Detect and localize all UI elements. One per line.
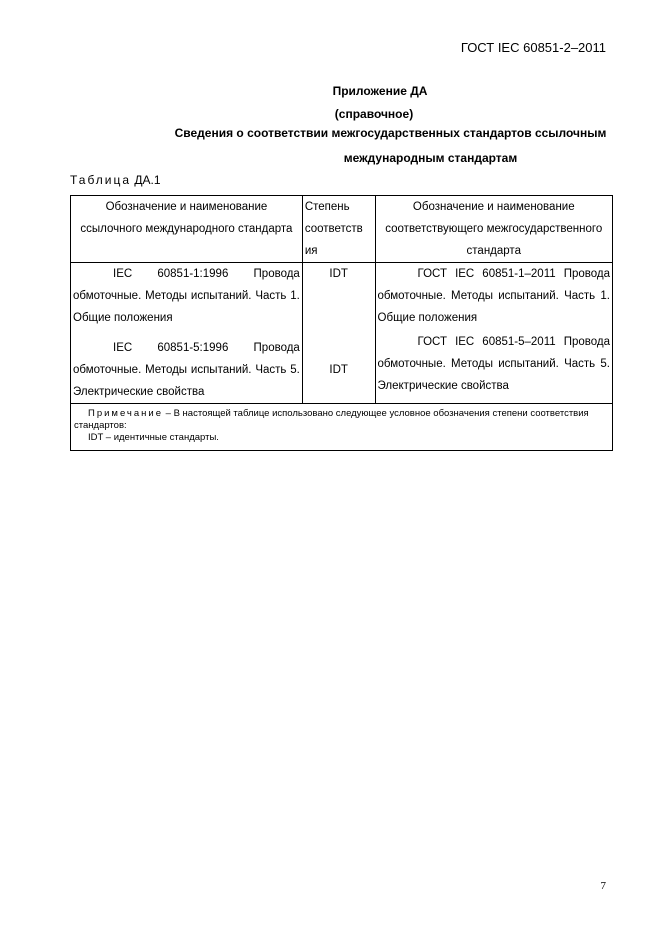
appendix-title: Приложение ДА (332, 84, 428, 98)
cell-text: IDT (329, 268, 348, 280)
note-legend: IDT – идентичные стандарты. (88, 432, 219, 443)
table-caption-number: ДА.1 (134, 173, 161, 187)
cell-text: IEC 60851-5:1996 Провода обмоточные. Методы испытаний. Часть 5. Электрические свойства (73, 342, 300, 398)
degree-cell (302, 263, 375, 404)
cell-text: ГОСТ IEC 60851-1–2011 Провода обмоточные. Методы испытаний. Часть 1. Общие положения (377, 268, 610, 324)
intl-standard-cell (71, 263, 303, 404)
note-label: Примечание (88, 408, 163, 419)
table-note (71, 404, 613, 451)
table-row (71, 263, 613, 404)
cell-text: ГОСТ IEC 60851-5–2011 Провода обмоточные. Методы испытаний. Часть 5. Электрические свойства (377, 336, 610, 392)
cell-text: IDT (329, 364, 348, 376)
appendix-subtitle: (справочное) (334, 107, 414, 121)
national-standard-cell (375, 263, 612, 404)
header-intl-standard (71, 196, 303, 263)
header-text: Обозначение и наименование (105, 201, 268, 213)
correspondence-table (70, 195, 613, 451)
appendix-heading-line2: международным стандартам (343, 151, 518, 165)
header-text: ия (304, 245, 318, 257)
header-degree (302, 196, 375, 263)
header-text: стандарта (466, 245, 521, 257)
header-text: Обозначение и наименование (412, 201, 575, 213)
header-text: ссылочного международного стандарта (80, 223, 293, 235)
page-number: 7 (600, 880, 606, 892)
header-text: соответств (304, 223, 363, 235)
cell-text: IEC 60851-1:1996 Провода обмоточные. Методы испытаний. Часть 1. Общие положения (73, 268, 300, 324)
header-national-standard (375, 196, 612, 263)
table-caption (70, 173, 161, 187)
document-code: ГОСТ IEC 60851-2–2011 (460, 40, 606, 55)
table-note-row (71, 404, 613, 451)
table-caption-prefix: Таблица (70, 173, 132, 187)
header-text: Степень (304, 201, 350, 213)
note-text: – В настоящей таблице использовано следующее условное обозначения степени соответствия стандартов: (74, 408, 589, 431)
table-header-row (71, 196, 613, 263)
header-text: соответствующего межгосударственного (385, 223, 603, 235)
appendix-heading-line1: Сведения о соответствии межгосударственных стандартов ссылочным (174, 126, 607, 140)
